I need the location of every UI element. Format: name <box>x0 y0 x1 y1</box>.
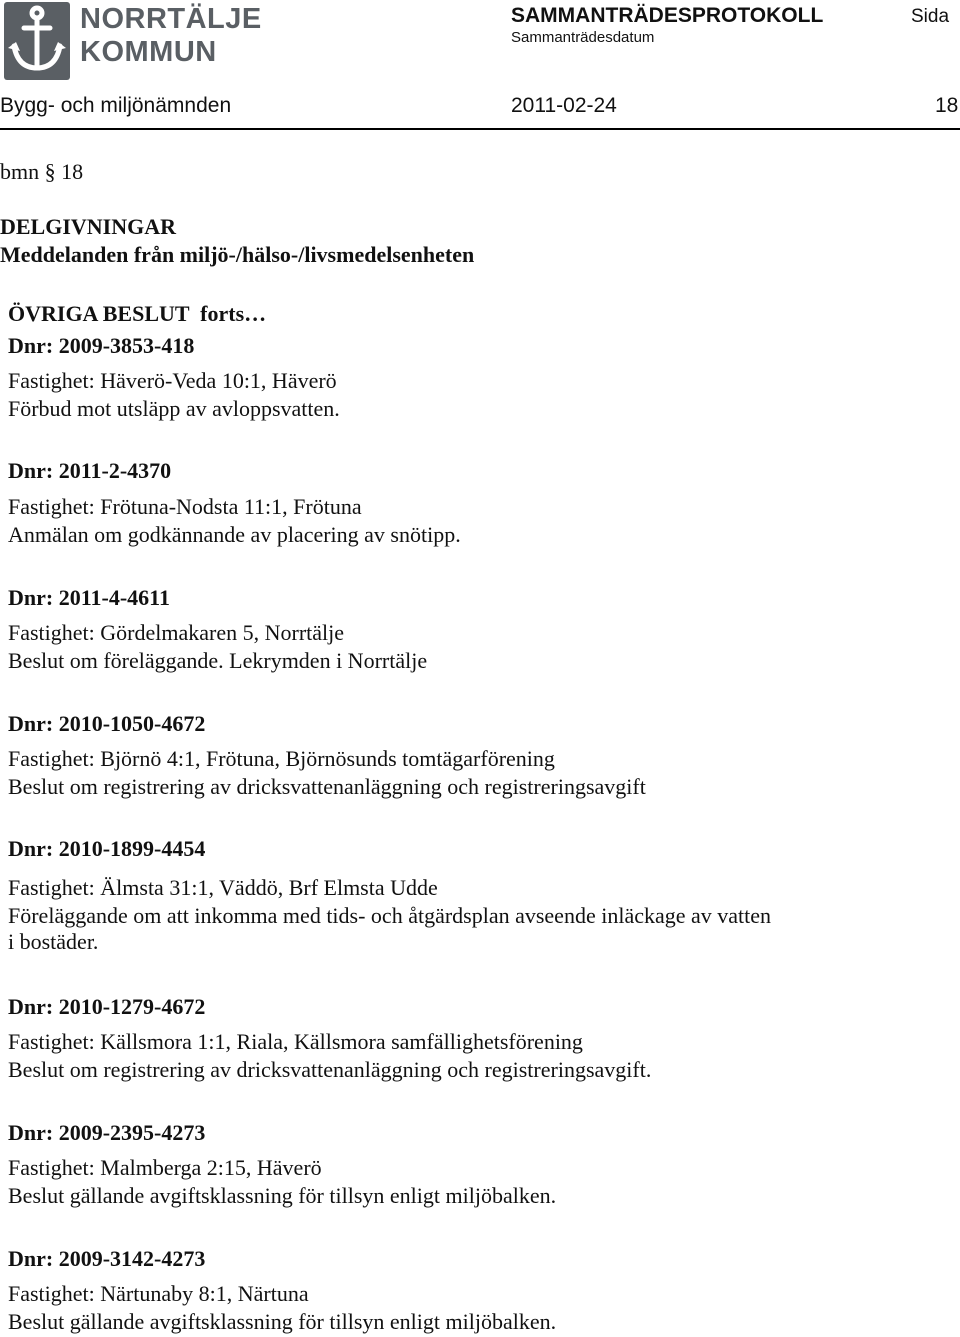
entry-decision: Beslut gällande avgiftsklassning för tillsyn enligt miljöbalken. <box>8 1183 557 1208</box>
entry-dnr: Dnr: 2009-3142-4273 <box>8 1246 206 1271</box>
document-title: SAMMANTRÄDESPROTOKOLL <box>511 4 824 27</box>
logo-line2: KOMMUN <box>80 36 217 68</box>
entry-property: Fastighet: Närtunaby 8:1, Närtuna <box>8 1281 309 1306</box>
entry-decision: Föreläggande om att inkomma med tids- och åtgärdsplan avseende inläckage av vatten <box>8 903 772 928</box>
header-divider <box>0 128 960 130</box>
page-label: Sida <box>911 6 950 27</box>
entry-dnr: Dnr: 2010-1279-4672 <box>8 994 206 1019</box>
entry-dnr: Dnr: 2009-3853-418 <box>8 333 195 358</box>
committee-name: Bygg- och miljönämnden <box>0 94 232 117</box>
entry-dnr: Dnr: 2010-1050-4672 <box>8 711 206 736</box>
date-label: Sammanträdesdatum <box>511 29 655 46</box>
entry-decision: Anmälan om godkännande av placering av snötipp. <box>8 522 461 547</box>
entry-dnr: Dnr: 2009-2395-4273 <box>8 1120 206 1145</box>
paragraph-ref: bmn § 18 <box>0 159 84 184</box>
entry-decision: Beslut om föreläggande. Lekrymden i Norrtälje <box>8 648 428 673</box>
entry-property: Fastighet: Källsmora 1:1, Riala, Källsmora samfällighetsförening <box>8 1029 583 1054</box>
heading-delgivningar: DELGIVNINGAR <box>0 214 177 239</box>
anchor-icon <box>4 2 70 80</box>
entry-property: Fastighet: Gördelmakaren 5, Norrtälje <box>8 620 345 645</box>
entry-decision: Beslut om registrering av dricksvattenanläggning och registreringsavgift <box>8 774 646 799</box>
entry-decision: Förbud mot utsläpp av avloppsvatten. <box>8 396 340 421</box>
section-heading: ÖVRIGA BESLUT forts… <box>8 301 267 326</box>
entry-property: Fastighet: Frötuna-Nodsta 11:1, Frötuna <box>8 494 362 519</box>
entry-property: Fastighet: Malmberga 2:15, Häverö <box>8 1155 322 1180</box>
entry-property: Fastighet: Björnö 4:1, Frötuna, Björnösunds tomtägarförening <box>8 746 555 771</box>
heading-meddelanden: Meddelanden från miljö-/hälso-/livsmedelsenheten <box>0 242 475 267</box>
entry-property: Fastighet: Älmsta 31:1, Väddö, Brf Elmsta Udde <box>8 875 438 900</box>
entry-dnr: Dnr: 2011-2-4370 <box>8 458 172 483</box>
entry-decision: Beslut om registrering av dricksvattenanläggning och registreringsavgift. <box>8 1057 652 1082</box>
entry-decision-cont: i bostäder. <box>8 929 99 954</box>
meeting-date: 2011-02-24 <box>511 94 617 117</box>
entry-dnr: Dnr: 2010-1899-4454 <box>8 836 206 861</box>
logo-line1: NORRTÄLJE <box>80 3 262 35</box>
entry-property: Fastighet: Häverö-Veda 10:1, Häverö <box>8 368 337 393</box>
entry-decision: Beslut gällande avgiftsklassning för tillsyn enligt miljöbalken. <box>8 1309 557 1334</box>
entry-dnr: Dnr: 2011-4-4611 <box>8 585 170 610</box>
page-number: 18 <box>935 94 959 117</box>
